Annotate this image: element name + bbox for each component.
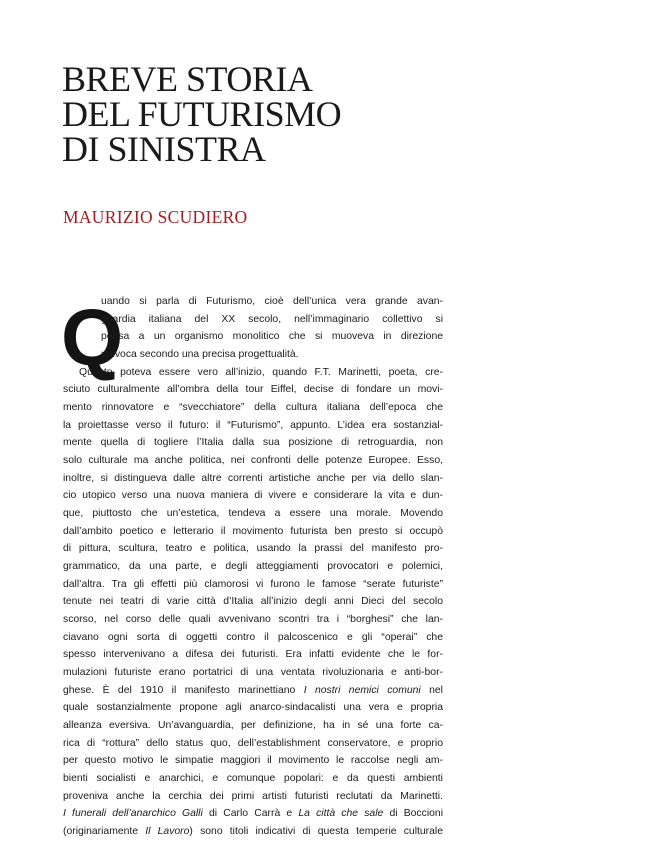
body-line: Questo poteva essere vero all’inizio, quando F.T. Marinetti, poeta, cre- [79, 366, 443, 378]
italic-title: La città che sale [298, 808, 384, 820]
body-line: uando si parla di Futurismo, cioè dell’unica vera grande avan- [101, 296, 443, 307]
italic-title: I funerali dell’anarchico Galli [63, 808, 203, 820]
body-line: cio utopico verso una nuova maniera di vivere e considerare la vita e dun- [63, 490, 443, 502]
body-line: bienti socialisti e anarchici, e comunque popolari: e da questi ambienti [63, 773, 443, 785]
title-line: BREVE STORIA [62, 59, 313, 99]
body-line: ciavano ogni sorta di oggetti contro il palcoscenico e gli “operai” che [63, 631, 443, 643]
body-line: dall’altra. Tra gli effetti più clamorosi vi furono le famose “serate futuriste” [63, 578, 443, 590]
drop-cap: Q [61, 293, 124, 382]
body-line: dall’ambito poetico e letterario il movimento futurista ben presto si occupò [63, 525, 443, 537]
body-line: la proiettasse verso il futuro: il “Futurismo”, appunto. L’idea era sostanzial- [63, 419, 443, 431]
body-line: pensa a un organismo monolitico che si muoveva in direzione [101, 331, 443, 343]
body-line: di pittura, scultura, teatro e politica, usando la prassi del manifesto pro- [63, 543, 443, 555]
body-line: grammatico, da una parte, e degli atteggiamenti provocatori e polemici, [63, 561, 443, 573]
body-line: alleanza eversiva. Un’avanguardia, per definizione, ha in sé una forte ca- [63, 720, 443, 732]
body-line: spesso intervenivano a difesa dei futuristi. Era infatti evidente che le for- [63, 649, 443, 661]
author-name: MAURIZIO SCUDIERO [63, 207, 248, 227]
body-line: guardia italiana del XX secolo, nell’immaginario collettivo si [101, 313, 443, 325]
body-line: mulazioni futuriste erano portatrici di una ventata rivoluzionaria e anti-bor- [63, 667, 443, 679]
body-line: mente quella di togliere l’Italia dalla sua posizione di retroguardia, non [63, 437, 443, 449]
body-line: (originariamente Il Lavoro) sono titoli indicativi di questa temperie culturale [63, 826, 443, 838]
title-line: DI SINISTRA [62, 129, 266, 169]
article-body [63, 293, 443, 841]
body-line: quale sostanzialmente propone agli anarco-sindacalisti una vera e propria [63, 702, 443, 714]
body-line: I funerali dell’anarchico Galli di Carlo Carrà e La città che sale di Boccioni [63, 808, 443, 820]
italic-title: I nostri nemici comuni [303, 684, 421, 696]
title-line: DEL FUTURISMO [62, 94, 342, 134]
body-line: que, piuttosto che un’estetica, tendeva a essere una morale. Movendo [63, 508, 443, 520]
article-title [62, 59, 342, 169]
body-line: tenute nei teatri di varie città d’Italia all’inizio degli anni Dieci del secolo [63, 596, 443, 608]
body-line: inoltre, si distingueva dalle altre correnti artistiche anche per via dello slan- [63, 472, 443, 484]
body-line: ghese. È del 1910 il manifesto marinettiano I nostri nemici comuni nel [63, 684, 443, 696]
body-line: per questo motivo le simpatie maggiori il movimento le raccolse negli am- [63, 755, 443, 767]
body-line: proveniva anche la cerchia dei primi artisti futuristi reclutati da Marinetti. [63, 790, 443, 802]
body-line: sciuto culturalmente all’ombra della tour Eiffel, decise di fondare un movi- [63, 384, 443, 396]
body-line: univoca secondo una precisa progettualità. [101, 349, 299, 361]
body-line: rica di “rottura” dello status quo, dell’establishment conservatore, e proprio [63, 737, 443, 749]
body-line: solo culturale ma anche politica, nei confronti delle potenze Europee. Esso, [63, 455, 443, 467]
body-line: mento rinnovatore e “svecchiatore” della cultura italiana dell’epoca che [63, 402, 443, 414]
body-line: scorso, nel corso delle quali avvenivano scontri tra i “borghesi” che lan- [63, 614, 443, 626]
italic-title: Il Lavoro [145, 826, 190, 838]
